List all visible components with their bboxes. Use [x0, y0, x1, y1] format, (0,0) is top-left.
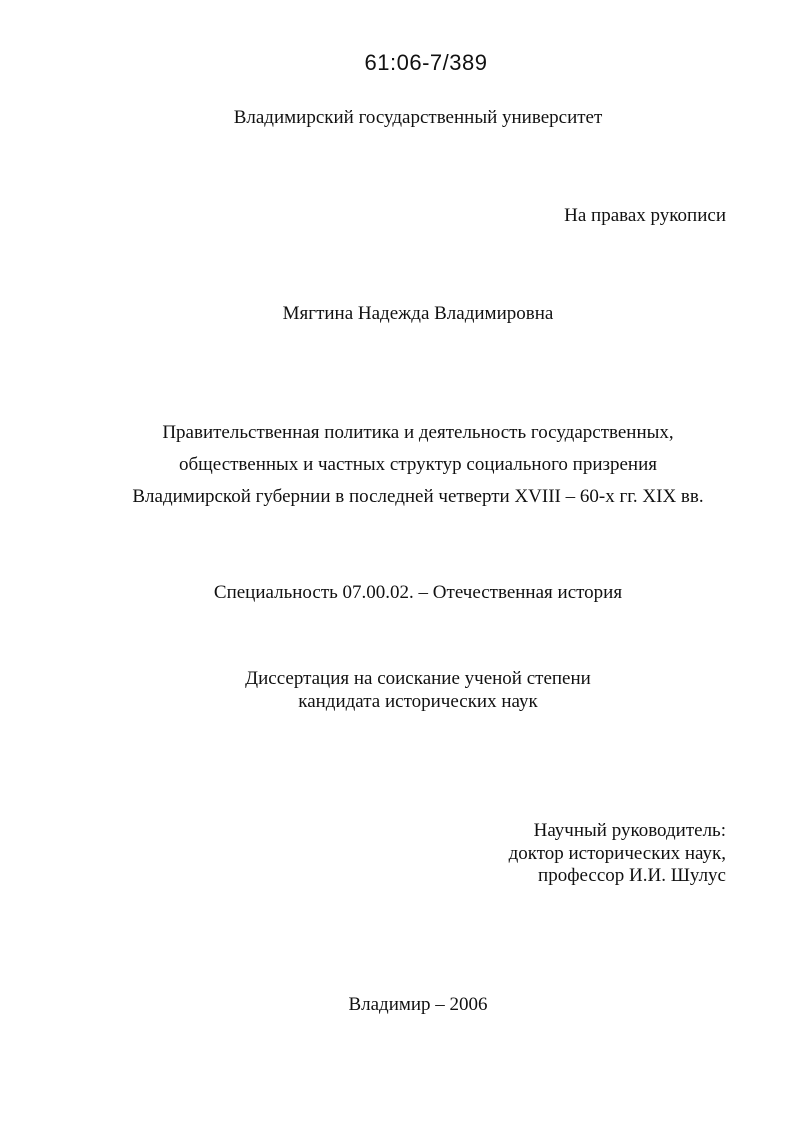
place-and-year: Владимир – 2006 [348, 994, 488, 1015]
dissertation-title-line-2: общественных и частных структур социального призрения [178, 454, 657, 475]
supervisor-name: профессор И.И. Шулус [538, 865, 726, 886]
university-name: Владимирский государственный университет [233, 107, 603, 128]
dissertation-title-line-1: Правительственная политика и деятельность государственных, [162, 422, 674, 443]
supervisor-label: Научный руководитель: [533, 820, 726, 841]
registry-code: 61:06-7/389 [364, 50, 488, 75]
manuscript-rights-note: На правах рукописи [564, 205, 726, 226]
specialty: Специальность 07.00.02. – Отечественная история [213, 582, 623, 603]
supervisor-degree: доктор исторических наук, [508, 843, 726, 864]
degree-line-1: Диссертация на соискание ученой степени [245, 668, 591, 689]
dissertation-title-line-3: Владимирской губернии в последней четверти XVIII – 60-х гг. XIX вв. [132, 486, 704, 507]
author-name: Мягтина Надежда Владимировна [282, 303, 554, 324]
degree-line-2: кандидата исторических наук [298, 691, 538, 712]
